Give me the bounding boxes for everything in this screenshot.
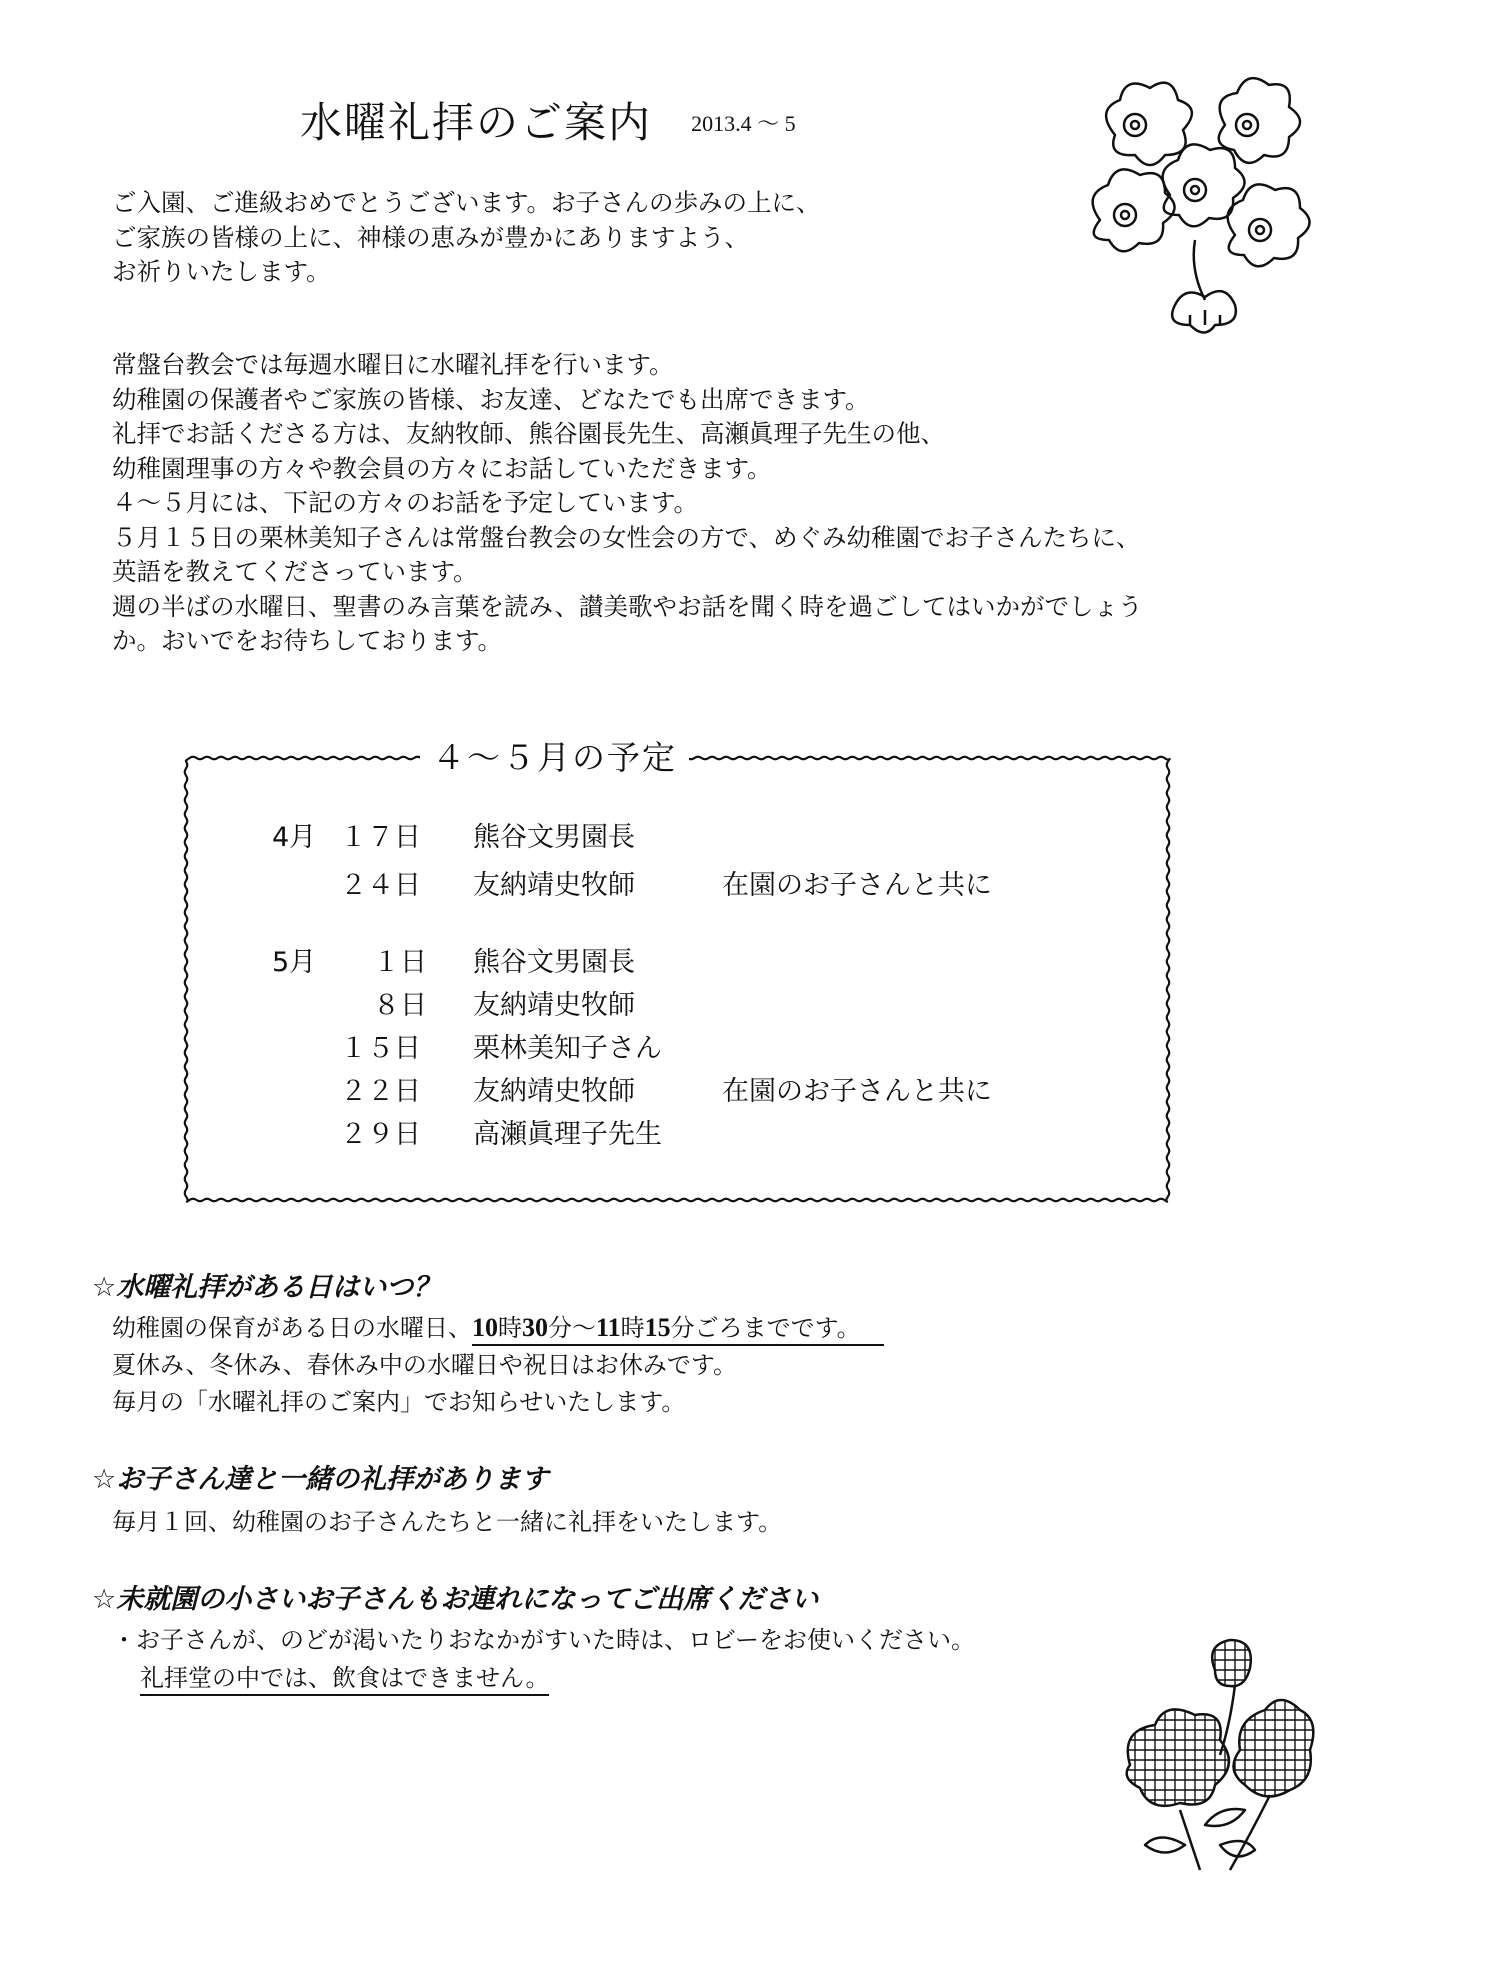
- time-unit: 時: [498, 1314, 522, 1342]
- header: [300, 90, 796, 150]
- time-hour-end: 11: [596, 1313, 621, 1342]
- schedule-speaker: 高瀬眞理子先生: [473, 1119, 662, 1150]
- info-line: 常盤台教会では毎週水曜日に水曜礼拝を行います。: [112, 350, 674, 379]
- schedule-note: 在園のお子さんと共に: [722, 1076, 992, 1107]
- schedule-day: １７日: [340, 822, 421, 853]
- children-line-1: 毎月１回、幼稚園のお子さんたちと一緒に礼拝をいたします。: [112, 1508, 783, 1536]
- flower-icon: [1219, 78, 1300, 163]
- time-unit: 時: [620, 1314, 645, 1342]
- schedule-row: [0, 863, 1497, 899]
- schedule-speaker: 栗林美知子さん: [473, 1033, 662, 1064]
- schedule-day: ２９日: [340, 1119, 421, 1150]
- when-line-1-prefix: 幼稚園の保育がある日の水曜日、: [112, 1314, 472, 1342]
- info-paragraph: [112, 348, 1142, 659]
- section-title-toddlers: ☆未就園の小さいお子さんもお連れになってご出席ください: [92, 1584, 819, 1615]
- info-line: 礼拝でお話くださる方は、友納牧師、熊谷園長先生、高瀬眞理子先生の他、: [112, 419, 945, 448]
- schedule-speaker: 熊谷文男園長: [473, 947, 635, 978]
- flower-icon: [1106, 83, 1192, 165]
- time-hour-start: 10: [472, 1313, 498, 1342]
- info-line: 幼稚園理事の方々や教会員の方々にお話していただきます。: [112, 453, 772, 483]
- schedule-month: 4月: [272, 822, 317, 853]
- schedule-speaker: 友納靖史牧師: [473, 870, 635, 901]
- toddlers-line-2: [140, 1658, 549, 1693]
- schedule-title: ４～５月の予定: [420, 732, 689, 779]
- page-title: 水曜礼拝のご案内: [300, 98, 653, 147]
- stem: [1190, 310, 1220, 325]
- schedule-day: ２２日: [340, 1076, 421, 1107]
- schedule-day: １日: [373, 947, 427, 978]
- leaf-icon: [1145, 1809, 1255, 1856]
- info-line: 週の半ばの水曜日、聖書のみ言葉を読み、讃美歌やお話を聞く時を過ごしてはいかがでしょう: [112, 591, 1143, 621]
- flower-bouquet-illustration: [1075, 65, 1315, 355]
- schedule-row: [0, 815, 1497, 851]
- intro-line: ご家族の皆様の上に、神様の恵みが豊かにありますよう、: [112, 222, 749, 252]
- title-date: 2013.4 ～ 5: [691, 111, 796, 136]
- when-line-2: 夏休み、冬休み、春休み中の水曜日や祝日はお休みです。: [112, 1351, 737, 1379]
- info-line: ４～５月には、下記の方々のお話を予定しています。: [112, 488, 699, 517]
- schedule-speaker: 友納靖史牧師: [473, 1076, 635, 1107]
- section-title-children: ☆お子さん達と一緒の礼拝があります: [92, 1464, 549, 1495]
- toddlers-line-1: ・お子さんが、のどが渇いたりおなかがすいた時は、ロビーをお使いください。: [112, 1626, 976, 1654]
- flower-icon: [1228, 184, 1310, 266]
- when-line-1-suffix: 分ごろまでです。: [670, 1314, 861, 1342]
- time-minute-start: 30: [522, 1313, 548, 1342]
- tulip-illustration: [1110, 1635, 1315, 1885]
- schedule-row: [0, 940, 1497, 976]
- flower-icon: [1163, 144, 1245, 226]
- stem: [1194, 240, 1205, 300]
- schedule-month: 5月: [272, 947, 317, 978]
- info-line: か。おいでをお待ちしております。: [112, 626, 503, 655]
- time-unit: 分～: [548, 1314, 596, 1342]
- section-title-when: ☆水曜礼拝がある日はいつ？: [92, 1272, 441, 1303]
- flower-icon: [1127, 1709, 1229, 1805]
- schedule-note: 在園のお子さんと共に: [722, 870, 992, 901]
- schedule-row: [0, 1026, 1497, 1062]
- schedule-speaker: 友納靖史牧師: [473, 990, 635, 1021]
- service-time-underlined: [472, 1314, 884, 1346]
- schedule-speaker: 熊谷文男園長: [473, 822, 635, 853]
- when-line-3: 毎月の「水曜礼拝のご案内」でお知らせいたします。: [112, 1388, 686, 1416]
- schedule-day: ２４日: [340, 870, 421, 901]
- info-line: 幼稚園の保護者やご家族の皆様、お友達、どなたでも出席できます。: [112, 384, 870, 414]
- schedule-day: ８日: [373, 990, 427, 1021]
- time-minute-end: 15: [644, 1313, 671, 1342]
- schedule-row: [0, 1112, 1497, 1148]
- info-line: 英語を教えてくださっています。: [112, 557, 478, 586]
- when-line-1: [112, 1308, 884, 1343]
- schedule-row: [0, 1069, 1497, 1105]
- intro-line: ご入園、ご進級おめでとうございます。お子さんの歩みの上に、: [112, 188, 821, 217]
- intro-paragraph: [112, 186, 821, 290]
- bud-icon: [1212, 1640, 1251, 1686]
- info-line: ５月１５日の栗林美知子さんは常盤台教会の女性会の方で、めぐみ幼稚園でお子さんたちに、: [112, 522, 1141, 552]
- toddlers-line-2-underlined: 礼拝堂の中では、飲食はできません。: [140, 1664, 549, 1696]
- flower-icon: [1234, 1700, 1314, 1796]
- schedule-row: [0, 983, 1497, 1019]
- intro-line: お祈りいたします。: [112, 257, 331, 286]
- schedule-day: １５日: [340, 1033, 421, 1064]
